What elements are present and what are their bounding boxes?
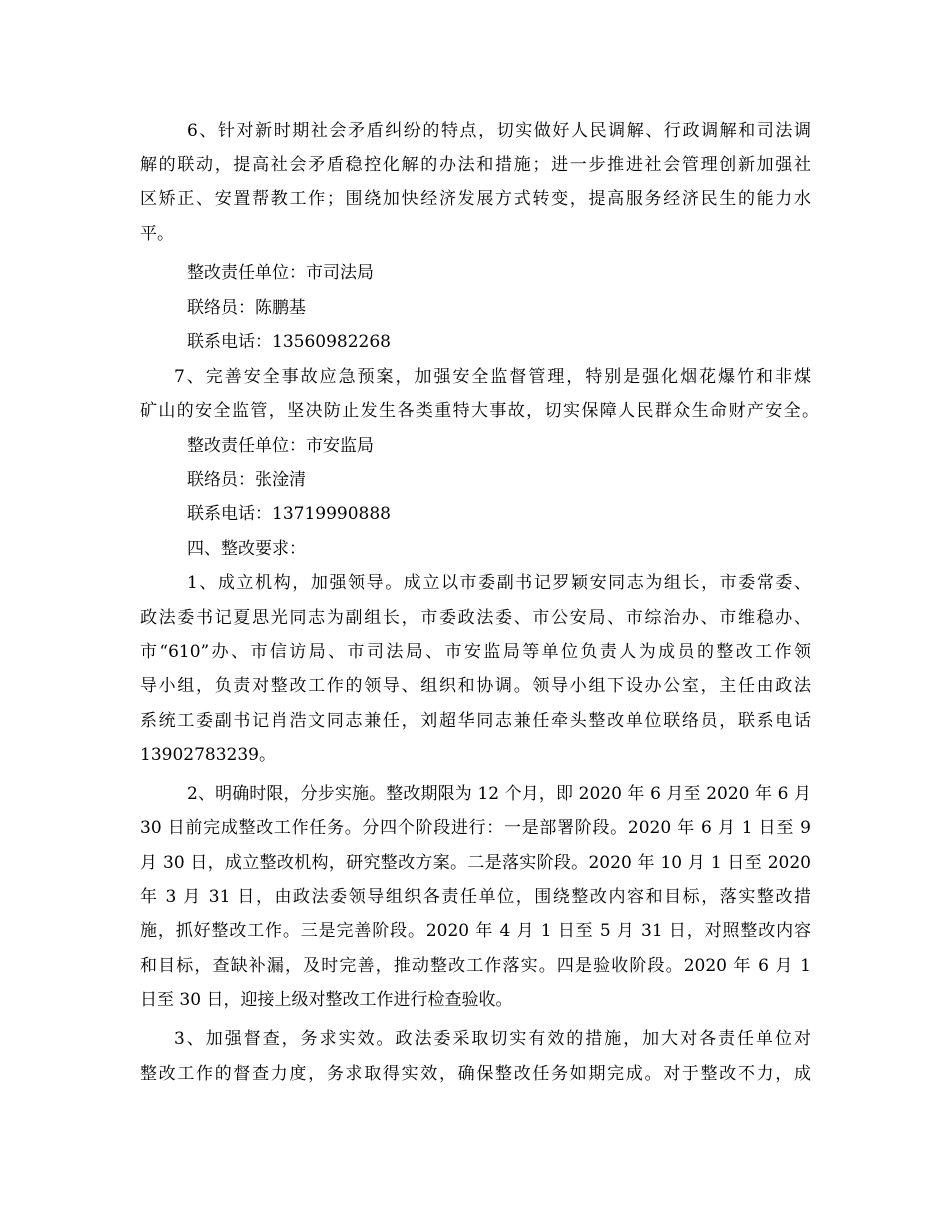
item-6-line-3: 区矫正、安置帮教工作；围绕加快经济发展方式转变，提高服务经济民生的能力水 [140,189,811,209]
item-7-line-1: 7、完善安全事故应急预案，加强安全监督管理，特别是强化烟花爆竹和非煤 [174,367,811,387]
item-6-line-1: 6、针对新时期社会矛盾纠纷的特点，切实做好人民调解、行政调解和司法调 [187,121,811,141]
section-4-heading: 四、整改要求： [187,539,306,559]
req-1-line-5: 系统工委副书记肖浩文同志兼任，刘超华同志兼任牵头整改单位联络员，联系电话 [140,711,811,731]
item-7-responsible-unit: 整改责任单位：市安监局 [187,436,374,456]
req-2-line-4: 年 3 月 31 日，由政法委领导组织各责任单位，围绕整改内容和目标，落实整改措 [140,887,811,907]
req-1-line-1: 1、成立机构，加强领导。成立以市委副书记罗颖安同志为组长，市委常委、 [187,573,811,593]
item-6-line-4: 平。 [140,224,174,244]
req-2-line-2: 30 日前完成整改工作任务。分四个阶段进行：一是部署阶段。2020 年 6 月 1 日至 9 [140,818,811,838]
item-6-responsible-unit: 整改责任单位：市司法局 [187,263,374,283]
req-1-line-3: 市“610”办、市信访局、市司法局、市安监局等单位负责人为成员的整改工作领 [140,642,811,662]
req-2-line-3: 月 30 日，成立整改机构，研究整改方案。二是落实阶段。2020 年 10 月 1 日至 2020 [140,853,811,873]
item-7-liaison: 联络员：张淦清 [187,470,306,490]
item-6-liaison: 联络员：陈鹏基 [187,298,306,318]
req-2-line-1: 2、明确时限，分步实施。整改期限为 12 个月，即 2020 年 6 月至 2020 年 6 月 [187,784,811,804]
item-6-phone: 联系电话：13560982268 [187,332,391,352]
item-7-phone: 联系电话：13719990888 [187,504,391,524]
req-1-line-2: 政法委书记夏思光同志为副组长，市委政法委、市公安局、市综治办、市维稳办、 [140,608,811,628]
req-3-line-1: 3、加强督查，务求实效。政法委采取切实有效的措施，加大对各责任单位对 [174,1029,811,1049]
item-6-line-2: 解的联动，提高社会矛盾稳控化解的办法和措施；进一步推进社会管理创新加强社 [140,155,811,175]
item-7-line-2: 矿山的安全监管，坚决防止发生各类重特大事故，切实保障人民群众生命财产安全。 [140,401,819,421]
req-2-line-7: 日至 30 日，迎接上级对整改工作进行检查验收。 [140,990,513,1010]
req-1-line-6: 13902783239。 [140,745,276,765]
req-1-line-4: 导小组，负责对整改工作的领导、组织和协调。领导小组下设办公室，主任由政法 [140,676,811,696]
req-2-line-5: 施，抓好整改工作。三是完善阶段。2020 年 4 月 1 日至 5 月 31 日，对照整改内容 [140,921,811,941]
req-3-line-2: 整改工作的督查力度，务求取得实效，确保整改任务如期完成。对于整改不力，成 [140,1064,811,1084]
req-2-line-6: 和目标，查缺补漏，及时完善，推动整改工作落实。四是验收阶段。2020 年 6 月 1 [140,956,811,976]
